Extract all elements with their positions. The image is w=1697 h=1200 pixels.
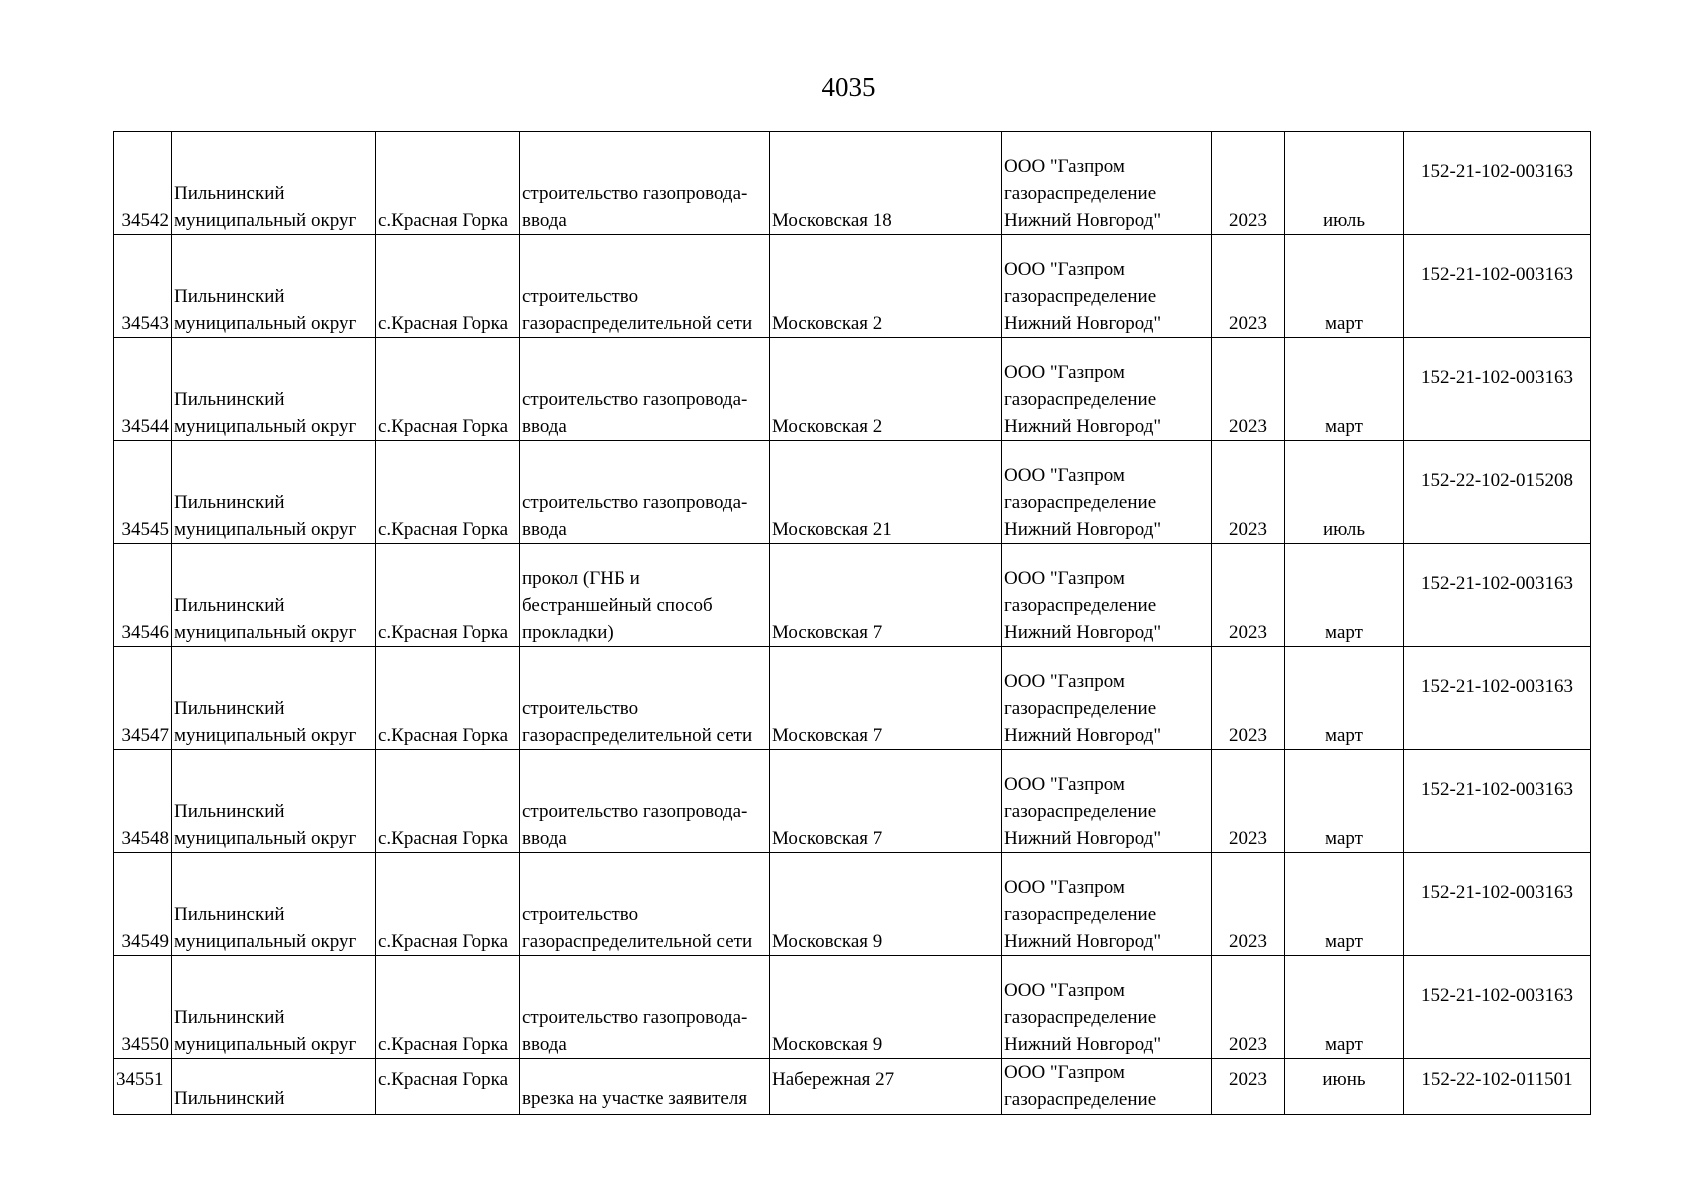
- year-cell: 2023: [1212, 647, 1285, 750]
- district-cell: Пильнинский муниципальный округ: [172, 956, 376, 1059]
- row-id: 34549: [114, 853, 172, 956]
- district-cell: Пильнинский муниципальный округ: [172, 235, 376, 338]
- code-cell: 152-22-102-011501: [1404, 1059, 1591, 1115]
- address-cell: Московская 2: [770, 338, 1002, 441]
- code-cell: 152-21-102-003163: [1404, 853, 1591, 956]
- table-row: [114, 956, 1591, 1059]
- district-cell: Пильнинский муниципальный округ: [172, 750, 376, 853]
- work-type-cell: врезка на участке заявителя: [520, 1059, 770, 1115]
- month-cell: июнь: [1285, 1059, 1404, 1115]
- code-cell: 152-21-102-003163: [1404, 235, 1591, 338]
- table-row: [114, 544, 1591, 647]
- year-cell: 2023: [1212, 235, 1285, 338]
- code-cell: 152-21-102-003163: [1404, 647, 1591, 750]
- organization-cell: ООО "Газпром газораспределение Нижний Новгород": [1002, 853, 1212, 956]
- month-cell: март: [1285, 235, 1404, 338]
- organization-cell: ООО "Газпром газораспределение Нижний Новгород": [1002, 338, 1212, 441]
- work-type-cell: строительство газораспределительной сети: [520, 647, 770, 750]
- organization-cell: ООО "Газпром газораспределение Нижний Новгород": [1002, 235, 1212, 338]
- settlement-cell: с.Красная Горка: [376, 750, 520, 853]
- row-id: 34544: [114, 338, 172, 441]
- year-cell: 2023: [1212, 132, 1285, 235]
- address-cell: Московская 2: [770, 235, 1002, 338]
- work-type-cell: строительство газопровода- ввода: [520, 750, 770, 853]
- address-cell: Московская 7: [770, 544, 1002, 647]
- organization-cell: ООО "Газпром газораспределение: [1002, 1059, 1212, 1115]
- month-cell: март: [1285, 338, 1404, 441]
- settlement-cell: с.Красная Горка: [376, 956, 520, 1059]
- row-id: 34545: [114, 441, 172, 544]
- year-cell: 2023: [1212, 544, 1285, 647]
- district-cell: Пильнинский муниципальный округ: [172, 647, 376, 750]
- registry-body: [114, 132, 1591, 1115]
- row-id: 34551: [114, 1059, 172, 1115]
- row-id: 34548: [114, 750, 172, 853]
- table-row: [114, 235, 1591, 338]
- settlement-cell: с.Красная Горка: [376, 132, 520, 235]
- code-cell: 152-21-102-003163: [1404, 544, 1591, 647]
- work-type-cell: строительство газораспределительной сети: [520, 853, 770, 956]
- address-cell: Московская 9: [770, 956, 1002, 1059]
- organization-cell: ООО "Газпром газораспределение Нижний Новгород": [1002, 544, 1212, 647]
- work-type-cell: прокол (ГНБ и бестраншейный способ прокладки): [520, 544, 770, 647]
- district-cell: Пильнинский муниципальный округ: [172, 544, 376, 647]
- district-cell: Пильнинский муниципальный округ: [172, 441, 376, 544]
- code-cell: 152-21-102-003163: [1404, 338, 1591, 441]
- organization-cell: ООО "Газпром газораспределение Нижний Новгород": [1002, 750, 1212, 853]
- year-cell: 2023: [1212, 956, 1285, 1059]
- month-cell: июль: [1285, 441, 1404, 544]
- year-cell: 2023: [1212, 750, 1285, 853]
- month-cell: март: [1285, 647, 1404, 750]
- work-type-cell: строительство газораспределительной сети: [520, 235, 770, 338]
- row-id: 34543: [114, 235, 172, 338]
- month-cell: март: [1285, 750, 1404, 853]
- month-cell: март: [1285, 544, 1404, 647]
- address-cell: Московская 7: [770, 750, 1002, 853]
- row-id: 34546: [114, 544, 172, 647]
- page-number: 4035: [821, 72, 876, 102]
- table-row: [114, 441, 1591, 544]
- address-cell: Московская 7: [770, 647, 1002, 750]
- work-type-cell: строительство газопровода- ввода: [520, 132, 770, 235]
- table-row: [114, 647, 1591, 750]
- settlement-cell: с.Красная Горка: [376, 544, 520, 647]
- year-cell: 2023: [1212, 338, 1285, 441]
- table-row: [114, 750, 1591, 853]
- month-cell: июль: [1285, 132, 1404, 235]
- settlement-cell: с.Красная Горка: [376, 1059, 520, 1115]
- month-cell: март: [1285, 853, 1404, 956]
- organization-cell: ООО "Газпром газораспределение Нижний Новгород": [1002, 647, 1212, 750]
- table-row: [114, 338, 1591, 441]
- district-cell: Пильнинский муниципальный округ: [172, 132, 376, 235]
- registry-table: [113, 131, 1591, 1115]
- row-id: 34542: [114, 132, 172, 235]
- district-cell: Пильнинский муниципальный округ: [172, 338, 376, 441]
- district-cell: Пильнинский муниципальный округ: [172, 853, 376, 956]
- work-type-cell: строительство газопровода- ввода: [520, 441, 770, 544]
- year-cell: 2023: [1212, 853, 1285, 956]
- settlement-cell: с.Красная Горка: [376, 338, 520, 441]
- address-cell: Набережная 27: [770, 1059, 1002, 1115]
- code-cell: 152-21-102-003163: [1404, 750, 1591, 853]
- address-cell: Московская 21: [770, 441, 1002, 544]
- table-row-partial: [114, 1059, 1591, 1115]
- code-cell: 152-21-102-003163: [1404, 132, 1591, 235]
- month-cell: март: [1285, 956, 1404, 1059]
- work-type-cell: строительство газопровода- ввода: [520, 338, 770, 441]
- table-row: [114, 132, 1591, 235]
- year-cell: 2023: [1212, 441, 1285, 544]
- settlement-cell: с.Красная Горка: [376, 441, 520, 544]
- organization-cell: ООО "Газпром газораспределение Нижний Новгород": [1002, 441, 1212, 544]
- settlement-cell: с.Красная Горка: [376, 647, 520, 750]
- year-cell: 2023: [1212, 1059, 1285, 1115]
- settlement-cell: с.Красная Горка: [376, 853, 520, 956]
- row-id: 34550: [114, 956, 172, 1059]
- organization-cell: ООО "Газпром газораспределение Нижний Новгород": [1002, 956, 1212, 1059]
- work-type-cell: строительство газопровода- ввода: [520, 956, 770, 1059]
- row-id: 34547: [114, 647, 172, 750]
- settlement-cell: с.Красная Горка: [376, 235, 520, 338]
- code-cell: 152-22-102-015208: [1404, 441, 1591, 544]
- organization-cell: ООО "Газпром газораспределение Нижний Новгород": [1002, 132, 1212, 235]
- code-cell: 152-21-102-003163: [1404, 956, 1591, 1059]
- address-cell: Московская 18: [770, 132, 1002, 235]
- address-cell: Московская 9: [770, 853, 1002, 956]
- table-row: [114, 853, 1591, 956]
- district-cell: Пильнинский: [172, 1059, 376, 1115]
